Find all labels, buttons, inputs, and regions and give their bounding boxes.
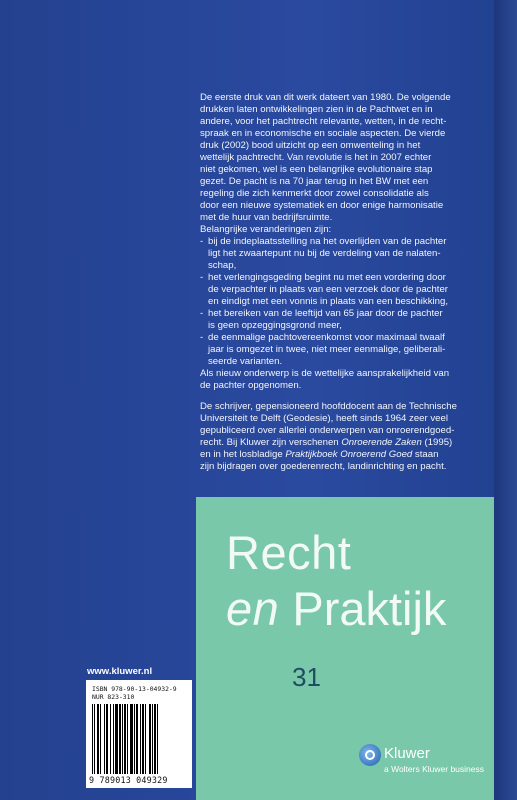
list-item xyxy=(200,236,492,272)
text-line: ligt het zwaartepunt nu bij de verdeling van de nalaten- xyxy=(208,248,441,259)
text-line: drukken laten ontwikkelingen zien in de Pachtwet en in xyxy=(200,104,433,115)
text-segment: (1995) xyxy=(421,437,453,448)
changes-intro: Belangrijke veranderingen zijn: xyxy=(200,224,332,235)
blurb-paragraph-1 xyxy=(200,92,492,224)
barcode-stripe xyxy=(158,704,159,774)
text-line: De eerste druk van dit werk dateert van 1980. De volgende xyxy=(200,92,451,103)
changes-list xyxy=(200,236,492,368)
kluwer-logo-icon xyxy=(359,744,381,766)
series-title-en: en xyxy=(226,582,280,635)
text-line: regeling die zich kenmerkt door zowel consolidatie als xyxy=(200,188,429,199)
text-line: de verpachter in plaats van een verzoek door de pachter xyxy=(208,284,448,295)
publisher-name: Kluwer xyxy=(384,745,430,762)
book-title: Onroerende Zaken xyxy=(341,437,422,448)
text-line: met de huur van bedrijfsruimte. xyxy=(200,212,333,223)
text-line: is geen opzeggingsgrond meer, xyxy=(208,320,342,331)
text-line: - de eenmalige pachtovereenkomst voor maximaal twaalf xyxy=(208,332,445,343)
text-line: Als nieuw onderwerp is de wettelijke aansprakelijkheid van xyxy=(200,368,450,379)
text-line: druk (2002) bood uitzicht op een omwenteling in het xyxy=(200,140,421,151)
text-line: seerde varianten. xyxy=(208,356,283,367)
text-line: jaar is omgezet in twee, niet meer eenmalige, geliberali- xyxy=(208,344,446,355)
barcode-number: 9 789013 049329 xyxy=(89,775,168,785)
text-line: gepubliceerd over allerlei onderwerpen van onroerendgoed- xyxy=(200,425,455,436)
series-title-recht: Recht xyxy=(226,526,352,579)
text-line xyxy=(200,437,492,449)
text-line: - bij de indeplaatsstelling na het overlijden van de pachter xyxy=(208,236,447,247)
nur-text: NUR 823-310 xyxy=(92,693,135,701)
barcode-label xyxy=(86,680,192,788)
isbn-text: ISBN 978-90-13-04932-9 xyxy=(92,685,177,693)
text-segment: staan xyxy=(412,449,439,460)
text-line: de pachter opgenomen. xyxy=(200,380,302,391)
text-line: De schrijver, gepensioneerd hoofddocent aan de Technische xyxy=(200,401,457,412)
text-line: schap, xyxy=(208,260,237,271)
text-line: door een nieuwe systematiek en door enige harmonisatie xyxy=(200,200,444,211)
volume-number: 31 xyxy=(292,662,321,692)
publisher-tagline: a Wolters Kluwer business xyxy=(384,764,484,774)
text-segment: recht. Bij Kluwer zijn verschenen xyxy=(200,437,342,448)
text-line: Universiteit te Delft (Geodesie), heeft sinds 1964 zeer veel xyxy=(200,413,448,424)
text-line: andere, voor het pachtrecht relevante, wetten, in de recht- xyxy=(200,116,447,127)
text-line: - het verlengingsgeding begint nu met een vordering door xyxy=(208,272,446,283)
text-line: niet gekomen, wel is een belangrijke evolutionaire stap xyxy=(200,164,433,175)
text-line: gezet. De pacht is na 70 jaar terug in het BW met een xyxy=(200,176,429,187)
text-line: spraak en in economische en sociale aspecten. De vierde xyxy=(200,128,446,139)
text-line: zijn bijdragen over goederenrecht, landinrichting en pacht. xyxy=(200,461,447,472)
list-item xyxy=(200,332,492,368)
publisher-website: www.kluwer.nl xyxy=(87,666,153,677)
book-title: Praktijkboek Onroerend Goed xyxy=(285,449,413,460)
text-line xyxy=(200,449,492,461)
blurb-text xyxy=(200,92,492,473)
series-title-praktijk: Praktijk xyxy=(292,582,447,635)
paragraph-gap xyxy=(200,392,492,401)
barcode-bars xyxy=(92,704,188,774)
text-line: en eindigt met een vonnis in plaats van een beschikking, xyxy=(208,296,448,307)
text-line: - het bereiken van de leeftijd van 65 jaar door de pachter xyxy=(208,308,443,319)
spine-edge xyxy=(494,0,517,800)
list-item xyxy=(200,308,492,332)
list-item xyxy=(200,272,492,308)
author-paragraph xyxy=(200,401,492,473)
series-title-line2 xyxy=(226,581,446,637)
text-segment: en in het losbladige xyxy=(200,449,286,460)
text-line: wettelijk pachtrecht. Van revolutie is het in 2007 echter xyxy=(200,152,432,163)
